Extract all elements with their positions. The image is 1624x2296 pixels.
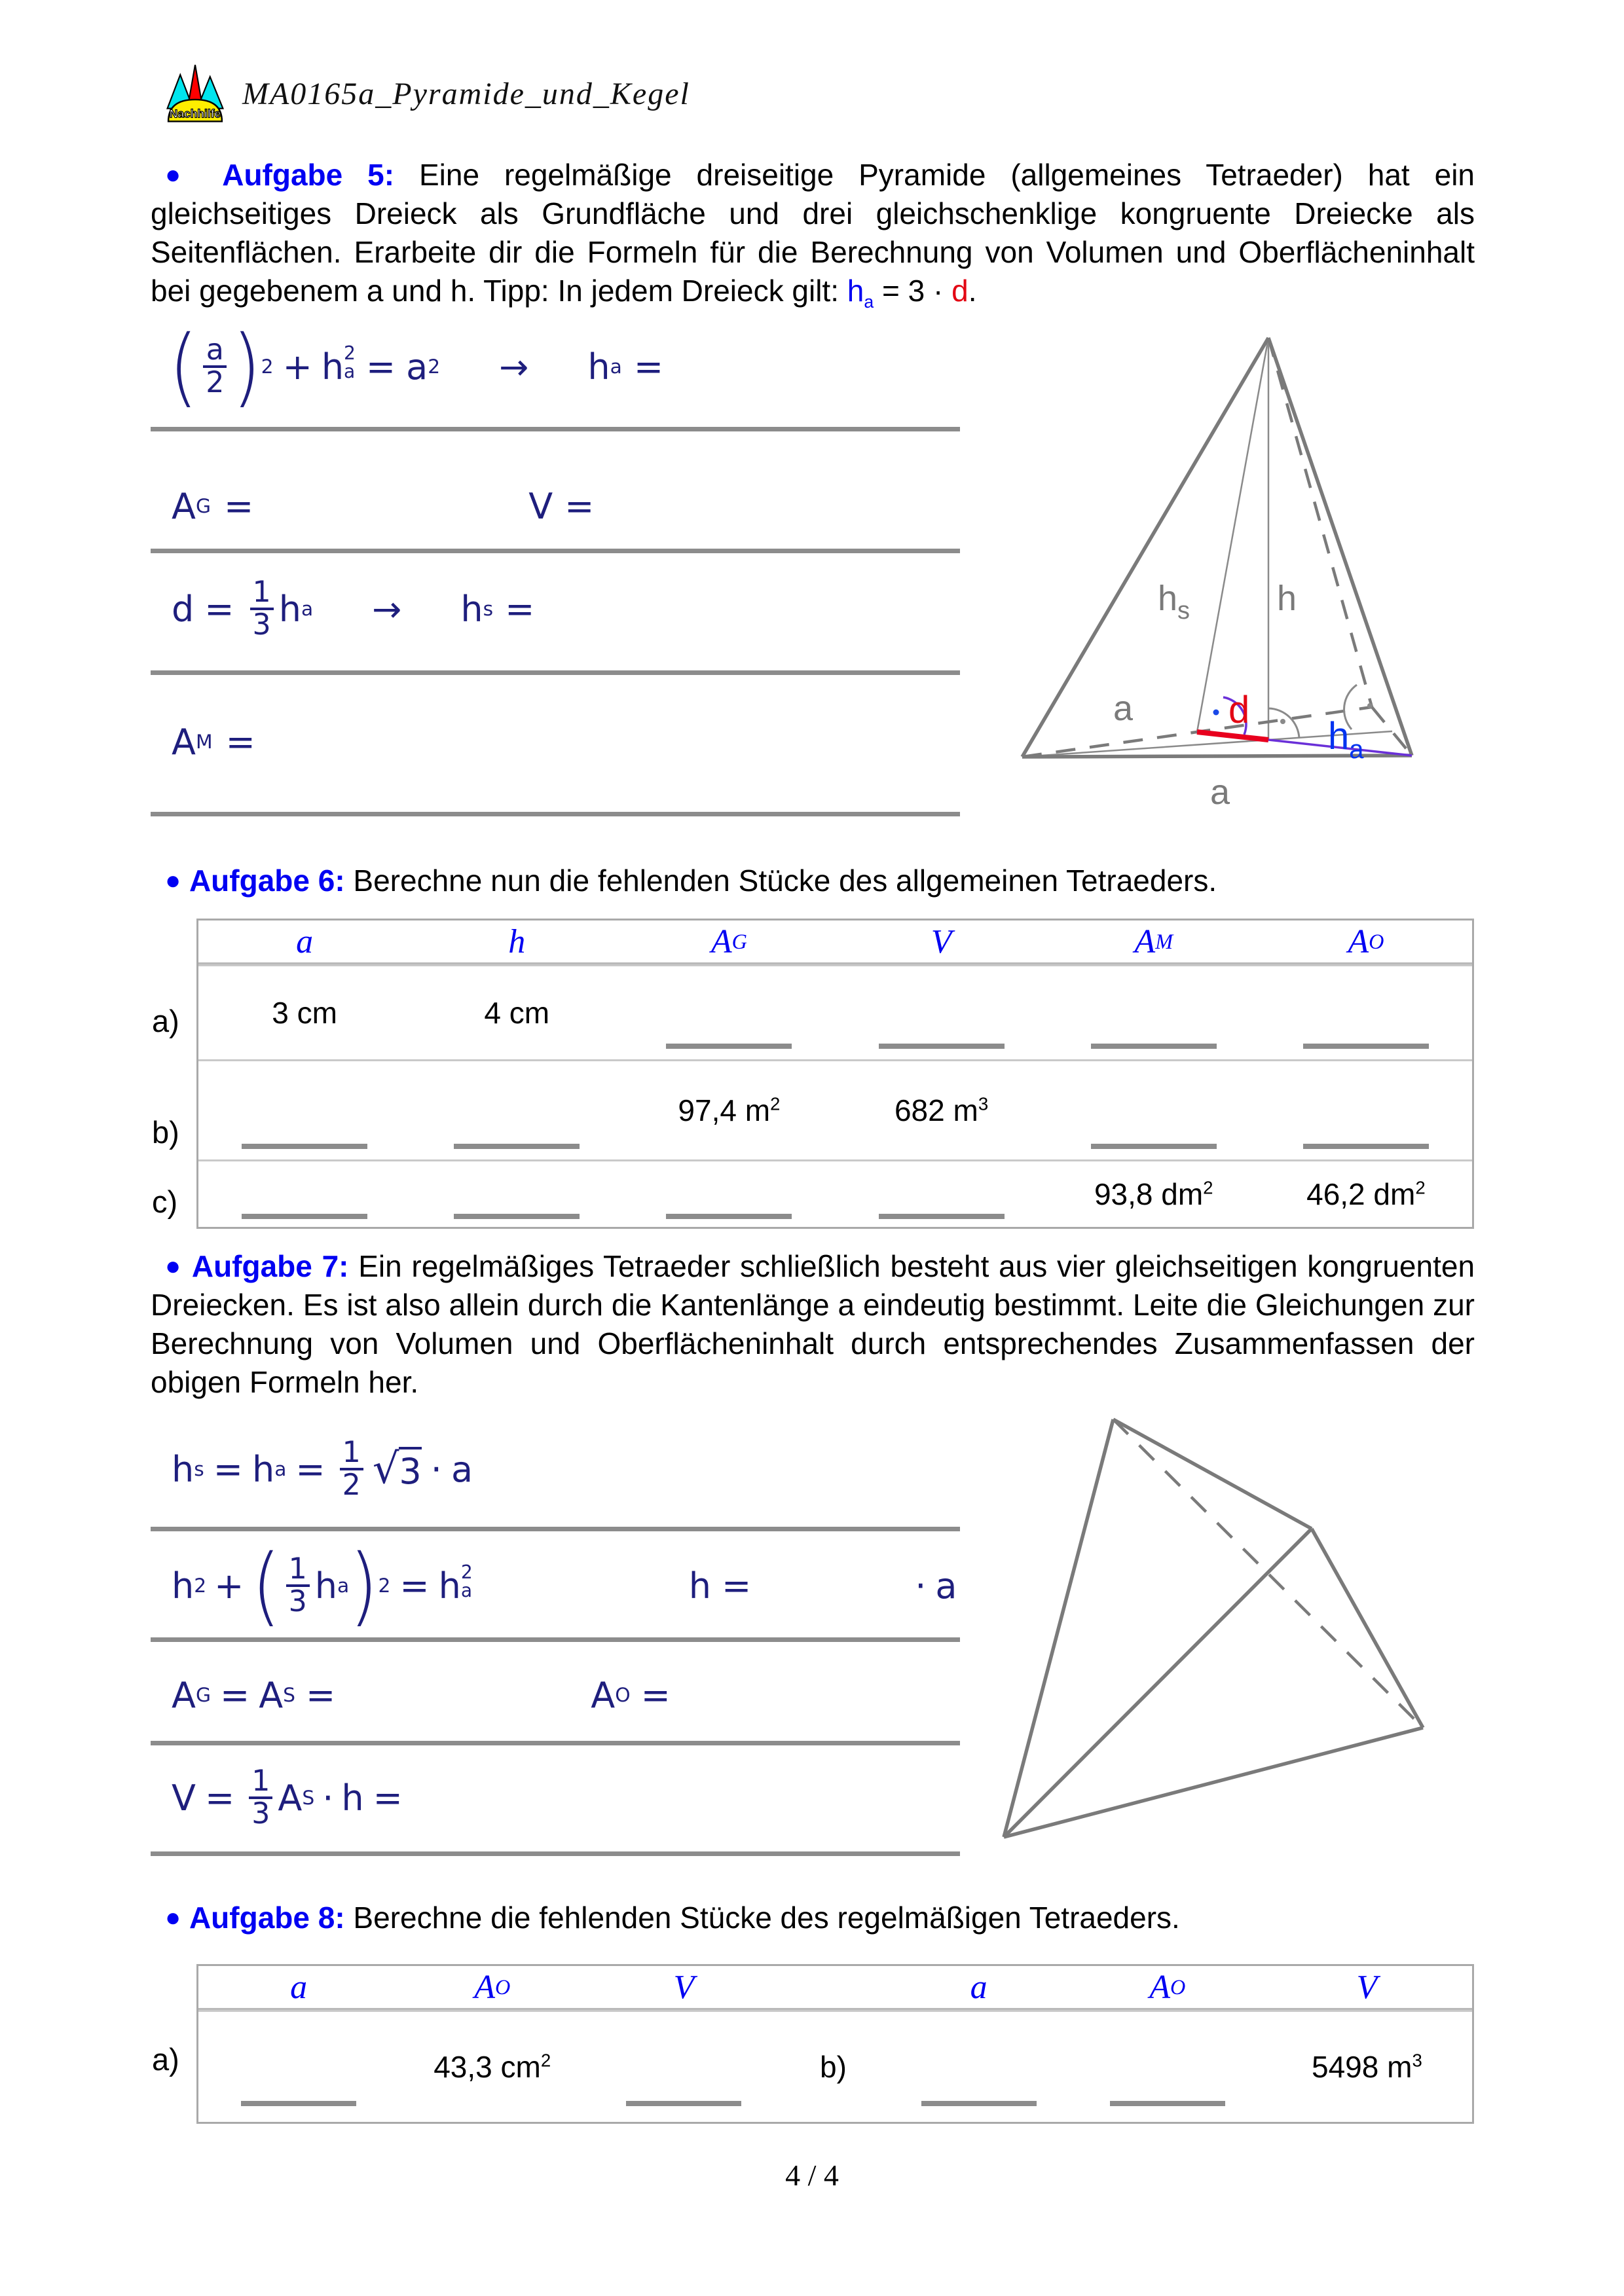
aufgabe6-text: Berechne nun die fehlenden Stücke des allgemeinen Tetraeders. [353, 864, 1217, 898]
aufgabe5-label: Aufgabe 5: [222, 158, 395, 192]
aufgabe5-text: Eine regelmäßige dreiseitige Pyramide (allgemeines Tetraeder) hat ein gleichseitiges Dreieck als Grundfläche und drei gleichschenklige kongruente Dreiecke als Seitenflächen. Erarbeite dir die Formeln für die Berechnung von Volumen und Oberflächeninhalt bei gegebenem a und h. Tipp: In jedem Dreieck gilt: [151, 158, 1475, 308]
fraction-1-2: $\frac{1}{2}$ [340, 1438, 363, 1501]
answer-line [151, 427, 960, 431]
spacer-header [782, 1966, 884, 2008]
answer-line [151, 1851, 960, 1856]
formula-ag-as-ao: A G = A S = A O = [172, 1675, 671, 1716]
cell-ao: 46,2 $dm^2$ [1306, 1177, 1426, 1211]
formula-h-from-ha: h 2 + ( $\frac{1}{3}$ h a ) 2 = h 2 a h = · a [172, 1536, 957, 1636]
blank-field [198, 1061, 411, 1159]
blank-field [585, 2012, 782, 2122]
formula-volume: V = $\frac{1}{3}$ A S · h = [172, 1764, 403, 1831]
aufgabe7-text: Ein regelmäßiges Tetraeder schließlich besteht aus vier gleichseitigen kongruenten Dreiecken. Es ist also allein durch die Kantenlänge a eindeutig bestimmt. Leite die Gleichungen zur Berechnung von Volumen und Oberflächeninhalt durch entsprechendes Zusammenfassen der obigen Formeln her. [151, 1249, 1475, 1399]
blank-field [1260, 966, 1472, 1059]
answer-line [151, 1741, 960, 1745]
tetrahedron-diagram [982, 1394, 1473, 1899]
blank-field [885, 2012, 1073, 2122]
right-angle-dot-hs [1213, 710, 1219, 716]
answer-line [151, 1637, 960, 1642]
blank-field [623, 1161, 835, 1227]
segment-d-line [1197, 732, 1268, 740]
table6-row-a [198, 964, 1472, 1059]
col-header-a: a [296, 922, 314, 960]
table-aufgabe6 [196, 919, 1474, 1229]
answer-line [151, 549, 960, 553]
col-header-ao: A O [474, 1968, 511, 2006]
aufgabe8-heading [151, 1900, 1475, 1935]
aufgabe6-label: Aufgabe 6: [189, 864, 345, 898]
label-d: d [1228, 689, 1250, 731]
formula-d-hs: d = $\frac{1}{3}$ h a → h s = [172, 575, 535, 642]
cell-v-b: 5498 $m^3$ [1312, 2050, 1422, 2084]
col-header-h: h [508, 922, 526, 960]
label-hs: $h_s$ [1158, 579, 1190, 625]
row-label-a: a) [152, 1004, 179, 1038]
cell-a: 3 cm [272, 996, 337, 1030]
col-header-a2: a [970, 1968, 987, 2006]
col-header-v2: V [1356, 1968, 1378, 2006]
row-label-b: b) [152, 1115, 179, 1150]
tipp-ha: $h_a$ [847, 274, 874, 312]
hidden-edge-apex-back [1268, 338, 1372, 707]
formula-ag-v: A G = V = [172, 486, 595, 527]
bullet-icon: ● [165, 1903, 181, 1932]
edge-apex-right [1268, 338, 1412, 756]
edge-top-left [1004, 1419, 1113, 1837]
fraction-a-2: $\frac{a}{2}$ [203, 335, 227, 399]
angle-dot-back [1367, 703, 1373, 708]
answer-line [151, 812, 960, 816]
pyramid-diagram [969, 314, 1467, 825]
edge-middle [1004, 1529, 1312, 1837]
sqrt-icon: √ [372, 1445, 399, 1494]
label-ha: $h_a$ [1328, 715, 1364, 764]
page-header [165, 63, 690, 124]
row-label-c: c) [152, 1184, 178, 1219]
col-header-v: V [931, 922, 952, 960]
bullet-icon: ● [165, 160, 198, 189]
fraction-1-3: $\frac{1}{3}$ [286, 1554, 310, 1618]
blank-field [835, 1161, 1047, 1227]
edge-top-right [1113, 1419, 1312, 1529]
arrow-icon: → [499, 346, 529, 388]
blank-field [1260, 1061, 1472, 1159]
bullet-icon: ● [165, 866, 181, 895]
formula-hs-ha: h s = h a = $\frac{1}{2}$ √ 3 · a [172, 1436, 473, 1503]
formula-am: A M = [172, 721, 255, 763]
blank-field [198, 2012, 399, 2122]
logo-peak-center [188, 65, 202, 105]
tipp-eq: = 3 · [874, 274, 952, 308]
table8-header-row [198, 1966, 1472, 2010]
bullet-icon: ● [165, 1252, 183, 1281]
label-a-bottom: a [1210, 773, 1230, 812]
document-title: MA0165a_Pyramide_und_Kegel [242, 76, 690, 111]
fraction-1-3: $\frac{1}{3}$ [250, 577, 274, 641]
formula-ha-pythagoras: ( $\frac{a}{2}$ ) 2 + h 2 a = a 2 → h a = [169, 317, 664, 417]
blank-field [835, 966, 1047, 1059]
edge-right [1312, 1529, 1423, 1728]
tipp-d: d [951, 274, 969, 308]
col-header-am: A M [1134, 922, 1173, 960]
label-h: h [1277, 579, 1297, 618]
cell-am: 93,8 $dm^2$ [1094, 1177, 1213, 1211]
cell-v: 682 $m^3$ [894, 1093, 989, 1127]
col-header-ao2: A O [1149, 1968, 1186, 2006]
label-a-left: a [1113, 689, 1134, 728]
col-header-ag: A G [710, 922, 747, 960]
row-label-b: b) [820, 2050, 847, 2084]
answer-line [151, 1527, 960, 1531]
angle-dot-center [1280, 719, 1285, 724]
cell-ao-a: 43,3 $cm^2$ [434, 2050, 551, 2084]
blank-field [411, 1161, 623, 1227]
row-label-a: a) [152, 2042, 179, 2077]
col-header-a: a [290, 1968, 308, 2006]
col-header-v: V [673, 1968, 695, 2006]
table6-header-row [198, 920, 1472, 964]
logo-text: Nachhilfe [169, 107, 221, 120]
blank-field [1073, 2012, 1262, 2122]
aufgabe8-label: Aufgabe 8: [189, 1901, 345, 1935]
cell-ag: 97,4 $m^2$ [678, 1093, 781, 1127]
aufgabe7-label: Aufgabe 7: [191, 1249, 349, 1283]
page-number: 4 / 4 [785, 2159, 839, 2192]
table-aufgabe8 [196, 1964, 1474, 2124]
cell-h: 4 cm [484, 996, 550, 1030]
blank-field [623, 966, 835, 1059]
blank-field [1048, 966, 1260, 1059]
table8-row [198, 2010, 1472, 2122]
aufgabe6-heading [151, 863, 1475, 898]
aufgabe7-paragraph [151, 1247, 1475, 1402]
answer-line [151, 670, 960, 675]
arrow-icon: → [372, 588, 402, 630]
blank-field [1048, 1061, 1260, 1159]
col-header-ao: A O [1348, 922, 1384, 960]
edge-bottom [1004, 1728, 1423, 1837]
table6-row-b [198, 1059, 1472, 1159]
nachhilfe-logo [165, 63, 225, 124]
aufgabe5-paragraph: ● Aufgabe 5: Eine regelmäßige dreiseitige Pyramide (allgemeines Tetraeder) hat ein gleichseitiges Dreieck als Grundfläche und drei gleichschenklige kongruente Dreiecke als Seitenflächen. Erarbeite dir die Formeln für die Berechnung von Volumen und Oberflächeninhalt bei gegebenem a und h. Tipp: In jedem Dreieck gilt: $h_a = 3 \cdot d$. [151, 158, 1475, 312]
blank-field [411, 1061, 623, 1159]
fraction-1-3: $\frac{1}{3}$ [249, 1766, 272, 1830]
table6-row-c [198, 1159, 1472, 1227]
aufgabe8-text: Berechne die fehlenden Stücke des regelmäßigen Tetraeders. [353, 1901, 1180, 1935]
blank-field [198, 1161, 411, 1227]
